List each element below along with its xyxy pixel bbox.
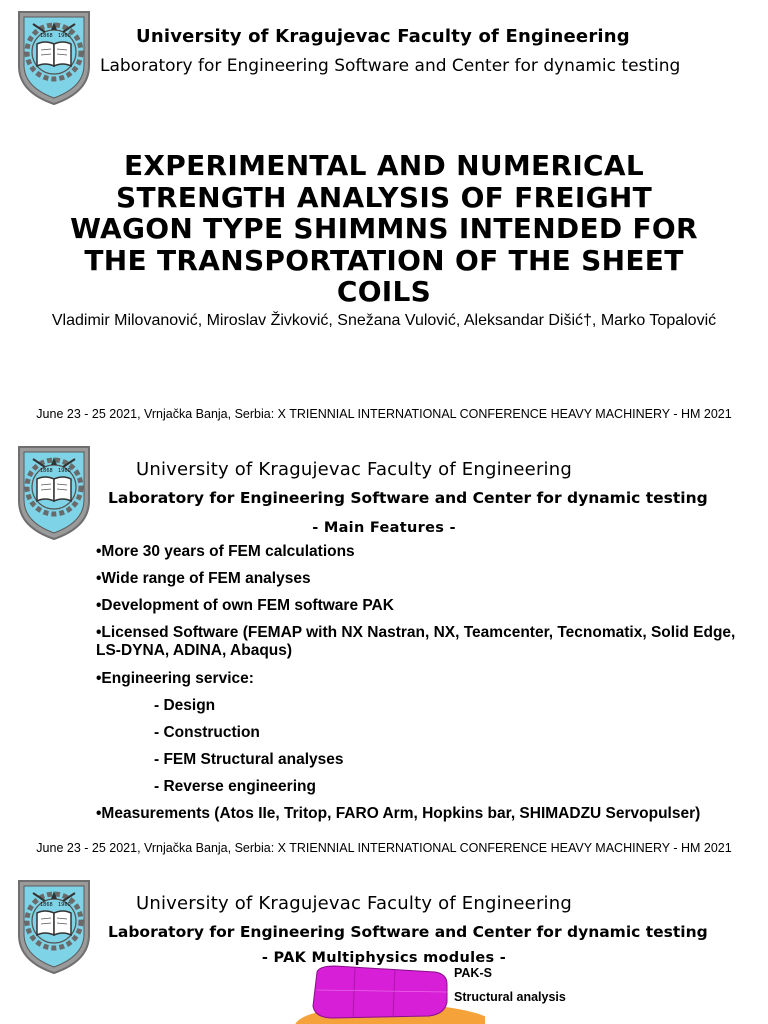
section-title: - Main Features - bbox=[312, 520, 456, 536]
section-title: - PAK Multiphysics modules - bbox=[261, 950, 507, 966]
conference-footer: June 23 - 25 2021, Vrnjačka Banja, Serbia: X TRIENNIAL INTERNATIONAL CONFERENCE HEAVY MACHINERY - HM 2021 bbox=[36, 841, 732, 855]
logo-year-left: 1868 bbox=[40, 33, 53, 39]
service-item: - Design bbox=[154, 697, 216, 714]
measurements-item: •Measurements (Atos IIe, Tritop, FARO Arm, Hopkins bar, SHIMADZU Servopulser) bbox=[96, 805, 701, 822]
feature-item: •Engineering service: bbox=[96, 670, 254, 687]
service-item: - FEM Structural analyses bbox=[154, 751, 344, 768]
logo-year-left: 1868 bbox=[40, 902, 53, 908]
conference-footer: June 23 - 25 2021, Vrnjačka Banja, Serbia: X TRIENNIAL INTERNATIONAL CONFERENCE HEAVY MACHINERY - HM 2021 bbox=[36, 407, 732, 421]
service-item: - Construction bbox=[154, 724, 260, 741]
laboratory-name: Laboratory for Engineering Software and Center for dynamic testing bbox=[100, 56, 681, 76]
feature-item: •Development of own FEM software PAK bbox=[96, 597, 394, 614]
author-list: Vladimir Milovanović, Miroslav Živković, Snežana Vulović, Aleksandar Dišić†, Marko Topalović bbox=[51, 312, 717, 329]
logo-year-right: 1960 bbox=[58, 468, 71, 474]
laboratory-name: Laboratory for Engineering Software and Center for dynamic testing bbox=[108, 489, 708, 507]
feature-item: •Wide range of FEM analyses bbox=[96, 570, 311, 587]
university-name: University of Kragujevac Faculty of Engineering bbox=[136, 26, 630, 47]
university-name: University of Kragujevac Faculty of Engineering bbox=[136, 893, 572, 914]
module-name: PAK-S bbox=[454, 966, 492, 980]
feature-item: •More 30 years of FEM calculations bbox=[96, 543, 355, 560]
features-slide bbox=[0, 434, 768, 868]
module-description: Structural analysis bbox=[454, 990, 566, 1004]
university-logo-icon bbox=[15, 8, 93, 106]
logo-year-left: 1868 bbox=[40, 468, 53, 474]
fem-model-image bbox=[265, 962, 485, 1024]
feature-item: •Licensed Software (FEMAP with NX Nastran, NX, Teamcenter, Tecnomatix, Solid Edge, LS-DYNA, ADINA, Abaqus) bbox=[96, 624, 736, 659]
laboratory-name: Laboratory for Engineering Software and Center for dynamic testing bbox=[108, 923, 708, 941]
university-name: University of Kragujevac Faculty of Engineering bbox=[136, 459, 572, 480]
logo-year-right: 1960 bbox=[58, 33, 71, 39]
paper-title: EXPERIMENTAL AND NUMERICAL STRENGTH ANALYSIS OF FREIGHT WAGON TYPE SHIMMNS INTENDED FOR THE TRANSPORTATION OF THE SHEET COILS bbox=[70, 149, 698, 308]
title-slide bbox=[0, 0, 768, 434]
modules-slide bbox=[0, 868, 768, 1024]
logo-year-right: 1960 bbox=[58, 902, 71, 908]
service-item: - Reverse engineering bbox=[154, 778, 316, 795]
